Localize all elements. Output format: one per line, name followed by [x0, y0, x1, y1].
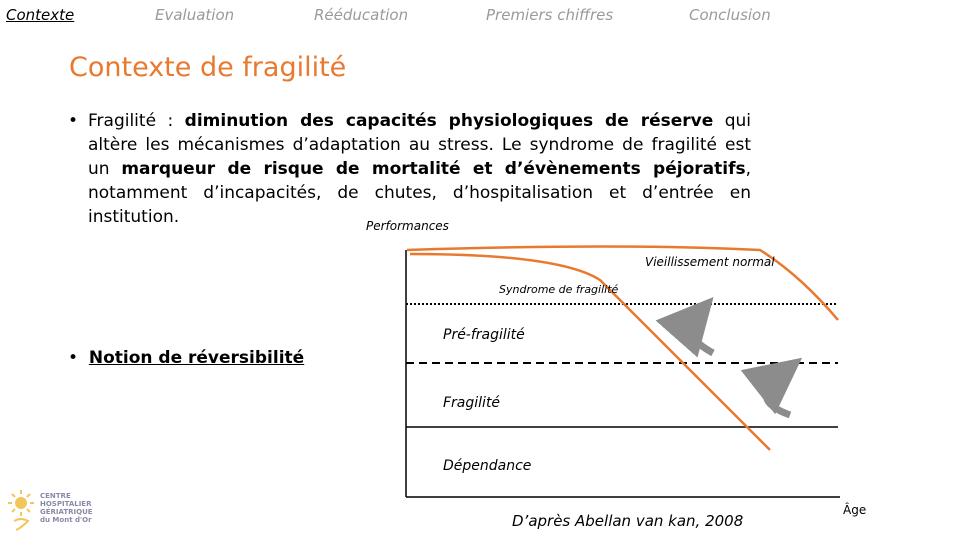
- logo-text-line: du Mont d'Or: [40, 516, 92, 524]
- prefrailty-zone-label: Pré-fragilité: [443, 327, 525, 343]
- slide-title: Contexte de fragilité: [69, 52, 347, 83]
- dependence-zone-label: Dépendance: [443, 458, 532, 474]
- logo-text-line: CENTRE: [40, 492, 71, 500]
- bullet-marker: •: [68, 348, 79, 368]
- bullet-bold-phrase: marqueur de risque de mortalité et d’évènements péjoratifs: [121, 159, 746, 179]
- nav-item-premiers-chiffres[interactable]: Premiers chiffres: [486, 6, 614, 24]
- bullet-reversibility-label: Notion de réversibilité: [88, 348, 305, 368]
- reversibility-arrow-icon: [766, 375, 790, 415]
- frailty-zone-label: Fragilité: [443, 395, 501, 411]
- bullet-text-part: Fragilité :: [88, 111, 185, 131]
- bullet-bold-phrase: diminution des capacités physiologiques de réserve: [184, 111, 714, 131]
- logo-text-line: HOSPITALIER: [40, 500, 92, 508]
- nav-item-reeducation[interactable]: Rééducation: [314, 6, 409, 24]
- nav-item-contexte[interactable]: Contexte: [6, 6, 75, 24]
- reversibility-arrow-icon: [690, 318, 713, 353]
- hospital-logo: [8, 488, 103, 536]
- logo-text-line: GÉRIATRIQUE: [40, 508, 93, 516]
- normal-aging-label: Vieillissement normal: [645, 255, 775, 269]
- source-citation: D’après Abellan van kan, 2008: [512, 512, 744, 530]
- nav-item-evaluation[interactable]: Evaluation: [155, 6, 235, 24]
- bullet-text-part: , notamment d’incapacités, de chutes, d’hospitalisation et d’entrée en institution.: [88, 159, 751, 227]
- bullet-marker: •: [68, 111, 79, 131]
- frailty-syndrome-label: Syndrome de fragilité: [499, 283, 619, 296]
- x-axis-label: Âge: [843, 503, 867, 517]
- nav-item-conclusion[interactable]: Conclusion: [689, 6, 771, 24]
- bullet-text-part: qui altère les mécanismes d’adaptation au stress. Le syndrome de fragilité est un: [88, 111, 751, 179]
- sun-logo-icon: [8, 488, 38, 532]
- y-axis-label: Performances: [366, 219, 449, 233]
